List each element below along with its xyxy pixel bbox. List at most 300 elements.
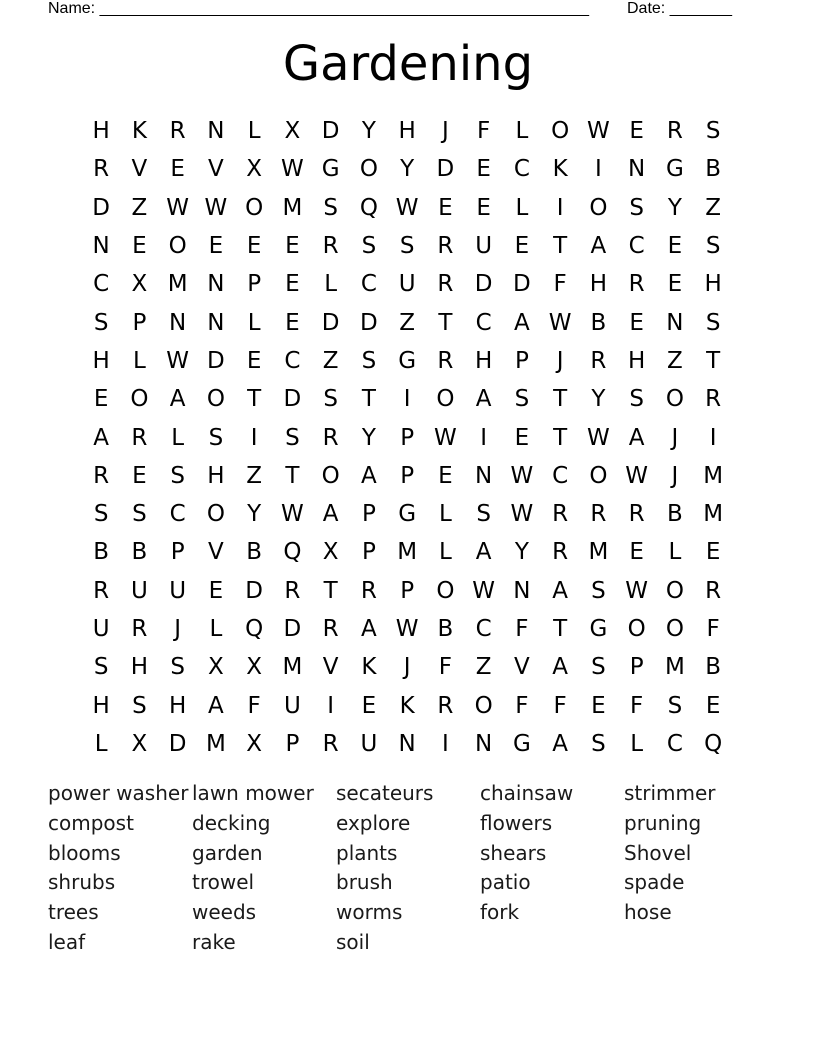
grid-letter: E — [705, 539, 721, 566]
word-bank-item: flowers — [480, 810, 553, 835]
grid-letter: C — [475, 309, 492, 336]
grid-letter: S — [285, 424, 300, 451]
word-bank-item: trees — [48, 900, 99, 925]
grid-letter: E — [285, 271, 300, 298]
grid-letter: P — [629, 654, 644, 681]
grid-letter: F — [553, 692, 567, 719]
grid-letter: C — [284, 347, 301, 374]
grid-letter: U — [92, 616, 110, 642]
grid-letter: S — [323, 194, 338, 221]
grid-letter: R — [628, 271, 645, 298]
grid-letter: U — [169, 577, 187, 604]
word-bank-item: shrubs — [48, 870, 116, 895]
grid-letter: W — [548, 309, 572, 336]
grid-letter: W — [281, 156, 304, 183]
grid-letter: B — [93, 539, 110, 566]
grid-letter: N — [628, 156, 646, 183]
grid-letter: O — [436, 386, 455, 413]
grid-letter: E — [514, 424, 530, 451]
grid-letter: A — [169, 386, 186, 413]
grid-letter: H — [92, 347, 110, 374]
word-bank-item: blooms — [48, 840, 121, 865]
grid-letter: P — [361, 539, 376, 566]
grid-letter: W — [166, 194, 189, 221]
grid-letter: H — [168, 692, 187, 719]
word-bank-item: patio — [480, 870, 531, 895]
grid-letter: E — [667, 271, 683, 298]
word-bank-item: leaf — [48, 929, 86, 954]
grid-letter: O — [665, 386, 684, 413]
grid-letter: R — [169, 118, 186, 145]
grid-letter: R — [590, 501, 607, 528]
grid-letter: R — [131, 424, 148, 451]
grid-letter: S — [514, 386, 530, 413]
grid-letter: W — [434, 424, 457, 451]
grid-letter: O — [321, 462, 340, 489]
grid-letter: W — [587, 424, 610, 451]
grid-letter: W — [625, 577, 648, 604]
word-bank-item: strimmer — [624, 781, 716, 805]
grid-letter: E — [705, 692, 721, 719]
grid-letter: G — [398, 347, 417, 374]
grid-letter: Z — [475, 654, 492, 681]
grid-letter: A — [514, 309, 530, 336]
grid-letter: R — [437, 233, 454, 260]
grid-letter: Y — [361, 424, 376, 451]
grid-letter: N — [92, 233, 110, 260]
grid-letter: E — [476, 156, 491, 183]
grid-letter: T — [361, 386, 376, 413]
grid-letter: M — [703, 462, 724, 489]
grid-letter: J — [174, 616, 182, 642]
grid-letter: J — [441, 118, 449, 145]
word-bank-item: plants — [336, 840, 398, 865]
grid-letter: U — [398, 271, 416, 298]
grid-letter: H — [130, 654, 149, 681]
grid-letter: L — [171, 424, 185, 451]
grid-letter: E — [438, 194, 453, 221]
grid-letter: L — [630, 730, 644, 757]
grid-letter: X — [131, 271, 148, 298]
grid-letter: I — [480, 424, 488, 451]
grid-letter: D — [168, 730, 187, 757]
grid-letter: O — [474, 692, 493, 719]
grid-letter: V — [322, 654, 339, 681]
grid-letter: U — [130, 577, 148, 604]
grid-letter: E — [246, 347, 262, 374]
grid-letter: O — [665, 577, 684, 604]
grid-letter: W — [395, 194, 419, 221]
grid-letter: S — [629, 194, 644, 221]
grid-letter: J — [556, 347, 564, 374]
grid-letter: H — [589, 271, 608, 298]
word-bank-item: worms — [336, 900, 403, 925]
grid-letter: H — [92, 118, 110, 145]
grid-letter: Q — [245, 616, 264, 642]
grid-letter: C — [360, 271, 377, 298]
grid-letter: R — [93, 156, 110, 183]
grid-letter: Y — [361, 118, 376, 145]
grid-letter: O — [436, 577, 455, 604]
grid-letter: C — [169, 501, 186, 528]
grid-letter: E — [629, 309, 644, 336]
grid-letter: M — [703, 501, 724, 528]
grid-letter: A — [628, 424, 645, 451]
grid-letter: S — [208, 424, 224, 451]
grid-letter: M — [167, 271, 188, 298]
grid-letter: T — [553, 233, 568, 260]
grid-letter: A — [475, 386, 492, 413]
grid-letter: R — [322, 424, 339, 451]
word-bank-item: lawn mower — [192, 781, 314, 805]
grid-letter: L — [209, 616, 223, 642]
grid-letter: O — [206, 501, 225, 528]
word-bank-item: soil — [336, 929, 370, 954]
grid-letter: S — [93, 654, 109, 681]
grid-letter: P — [132, 309, 147, 336]
grid-letter: S — [629, 386, 644, 413]
grid-letter: E — [438, 462, 453, 489]
grid-letter: V — [131, 156, 148, 183]
grid-letter: S — [361, 233, 377, 260]
grid-letter: H — [398, 118, 416, 145]
grid-letter: L — [438, 539, 452, 566]
grid-letter: W — [166, 347, 189, 374]
grid-letter: R — [437, 271, 454, 298]
grid-letter: F — [706, 616, 720, 642]
grid-letter: A — [552, 730, 568, 757]
grid-letter: D — [321, 309, 340, 336]
grid-letter: Y — [667, 194, 682, 221]
grid-letter: E — [629, 539, 644, 566]
grid-letter: N — [207, 271, 225, 298]
grid-letter: J — [671, 424, 679, 451]
grid-letter: B — [131, 539, 148, 566]
grid-letter: G — [665, 156, 684, 183]
grid-letter: F — [247, 692, 261, 719]
grid-letter: E — [591, 692, 606, 719]
grid-letter: T — [323, 577, 338, 604]
word-bank-item: compost — [48, 810, 134, 835]
grid-letter: V — [514, 654, 530, 681]
grid-letter: D — [92, 194, 110, 221]
grid-letter: A — [208, 692, 224, 719]
grid-letter: O — [551, 118, 570, 145]
grid-letter: L — [94, 730, 108, 757]
grid-letter: D — [474, 271, 493, 298]
grid-letter: A — [590, 233, 607, 260]
grid-letter: G — [321, 156, 340, 183]
grid-letter: B — [705, 156, 722, 183]
grid-letter: E — [514, 233, 530, 260]
grid-letter: R — [322, 616, 339, 642]
grid-letter: D — [283, 616, 302, 642]
word-bank-item: weeds — [192, 900, 257, 925]
letter-grid — [82, 112, 734, 763]
grid-letter: R — [93, 577, 110, 604]
grid-letter: Q — [359, 194, 378, 221]
grid-letter: R — [437, 692, 454, 719]
word-bank-item: pruning — [624, 810, 702, 835]
grid-letter: P — [361, 501, 376, 528]
grid-letter: M — [397, 539, 418, 566]
grid-letter: F — [630, 692, 644, 719]
grid-letter: E — [170, 156, 185, 183]
grid-letter: R — [552, 501, 569, 528]
word-bank-item: brush — [336, 870, 393, 895]
grid-letter: L — [247, 118, 261, 145]
grid-letter: A — [552, 654, 568, 681]
grid-letter: Z — [666, 347, 683, 374]
grid-letter: E — [93, 386, 109, 413]
grid-letter: Y — [514, 539, 529, 566]
grid-letter: N — [398, 730, 416, 757]
grid-letter: B — [590, 309, 607, 336]
grid-letter: Z — [131, 194, 148, 221]
grid-letter: F — [515, 616, 529, 642]
grid-letter: J — [671, 462, 679, 489]
grid-letter: W — [395, 616, 419, 642]
grid-letter: T — [438, 309, 453, 336]
grid-letter: S — [170, 462, 185, 489]
grid-letter: C — [628, 233, 645, 260]
grid-letter: W — [625, 462, 648, 489]
grid-letter: P — [400, 424, 415, 451]
grid-letter: H — [207, 462, 225, 489]
grid-letter: O — [245, 194, 264, 221]
grid-letter: E — [132, 233, 147, 260]
grid-letter: B — [246, 539, 263, 566]
grid-letter: O — [359, 156, 378, 183]
word-bank-item: secateurs — [336, 781, 434, 805]
grid-letter: U — [283, 692, 301, 719]
grid-letter: M — [205, 730, 226, 757]
word-bank-item: power washer — [48, 781, 189, 805]
grid-letter: M — [282, 194, 303, 221]
grid-letter: S — [399, 233, 415, 260]
grid-letter: L — [668, 539, 682, 566]
grid-letter: F — [553, 271, 567, 298]
grid-letter: S — [361, 347, 377, 374]
grid-letter: N — [207, 309, 225, 336]
grid-letter: I — [403, 386, 411, 413]
grid-letter: A — [475, 539, 492, 566]
grid-letter: D — [436, 156, 455, 183]
grid-letter: W — [510, 501, 534, 528]
word-bank-item: spade — [624, 870, 685, 895]
grid-letter: X — [246, 730, 262, 757]
grid-letter: X — [246, 654, 262, 681]
grid-letter: S — [93, 501, 109, 528]
grid-letter: S — [93, 309, 109, 336]
grid-letter: R — [284, 577, 301, 604]
grid-letter: S — [705, 118, 721, 145]
grid-letter: R — [666, 118, 683, 145]
grid-letter: Q — [704, 730, 723, 757]
grid-letter: D — [245, 577, 263, 604]
grid-letter: S — [132, 501, 147, 528]
grid-letter: H — [627, 347, 646, 374]
grid-letter: R — [131, 616, 148, 642]
grid-letter: S — [667, 692, 683, 719]
word-bank-item: garden — [192, 840, 263, 865]
grid-letter: L — [515, 194, 529, 221]
grid-letter: K — [552, 156, 568, 183]
grid-letter: O — [665, 616, 684, 642]
word-bank-item: fork — [480, 900, 520, 925]
grid-letter: T — [553, 616, 568, 642]
grid-letter: N — [169, 309, 187, 336]
grid-letter: R — [705, 386, 722, 413]
grid-letter: B — [666, 501, 683, 528]
grid-letter: F — [438, 654, 452, 681]
word-bank — [48, 779, 768, 958]
grid-letter: L — [132, 347, 146, 374]
grid-letter: U — [360, 730, 378, 757]
grid-letter: R — [628, 501, 645, 528]
grid-letter: O — [627, 616, 646, 642]
grid-letter: W — [510, 462, 534, 489]
grid-letter: T — [706, 347, 721, 374]
grid-letter: E — [285, 233, 300, 260]
grid-letter: Q — [283, 539, 302, 566]
grid-letter: H — [92, 692, 110, 719]
grid-letter: S — [591, 577, 606, 604]
grid-letter: P — [400, 462, 415, 489]
grid-letter: D — [360, 309, 378, 336]
word-bank-item: explore — [336, 810, 411, 835]
grid-letter: U — [475, 233, 493, 260]
grid-letter: J — [403, 654, 411, 681]
grid-letter: S — [323, 386, 338, 413]
word-bank-item: hose — [624, 900, 672, 925]
grid-letter: O — [130, 386, 149, 413]
grid-letter: L — [515, 118, 529, 145]
grid-letter: D — [513, 271, 531, 298]
grid-letter: S — [170, 654, 185, 681]
grid-letter: W — [281, 501, 304, 528]
grid-letter: H — [474, 347, 493, 374]
grid-letter: I — [250, 424, 258, 451]
grid-letter: C — [552, 462, 569, 489]
word-bank-item: shears — [480, 840, 547, 865]
grid-letter: G — [512, 730, 531, 757]
grid-letter: E — [208, 577, 224, 604]
grid-letter: X — [207, 654, 224, 681]
grid-letter: A — [361, 462, 377, 489]
grid-letter: C — [93, 271, 110, 298]
grid-letter: E — [667, 233, 683, 260]
grid-letter: R — [93, 462, 110, 489]
grid-letter: W — [472, 577, 495, 604]
grid-letter: Y — [400, 156, 415, 183]
grid-letter: C — [666, 730, 683, 757]
grid-letter: V — [208, 539, 224, 566]
grid-letter: B — [705, 654, 722, 681]
grid-letter: S — [591, 730, 606, 757]
grid-letter: A — [552, 577, 568, 604]
grid-letter: P — [514, 347, 529, 374]
grid-letter: Z — [399, 309, 415, 336]
grid-letter: S — [591, 654, 606, 681]
grid-letter: X — [322, 539, 339, 566]
grid-letter: W — [204, 194, 228, 221]
grid-letter: K — [399, 692, 415, 719]
grid-letter: O — [206, 386, 225, 413]
word-bank-item: chainsaw — [480, 781, 574, 805]
grid-letter: L — [247, 309, 261, 336]
grid-letter: A — [322, 501, 339, 528]
grid-letter: K — [131, 118, 147, 145]
word-bank-item: Shovel — [624, 840, 692, 865]
grid-letter: C — [513, 156, 530, 183]
grid-letter: R — [322, 730, 339, 757]
grid-letter: N — [666, 309, 684, 336]
grid-letter: W — [587, 118, 610, 145]
grid-letter: K — [361, 654, 377, 681]
grid-letter: O — [168, 233, 187, 260]
grid-letter: A — [361, 616, 377, 642]
grid-letter: H — [704, 271, 722, 298]
grid-letter: E — [361, 692, 377, 719]
grid-letter: Z — [705, 194, 721, 221]
grid-letter: S — [476, 501, 491, 528]
grid-letter: G — [589, 616, 608, 642]
grid-letter: E — [132, 462, 147, 489]
grid-letter: M — [588, 539, 609, 566]
grid-letter: G — [398, 501, 417, 528]
grid-letter: I — [441, 730, 449, 757]
grid-letter: T — [247, 386, 262, 413]
grid-letter: N — [207, 118, 225, 145]
grid-letter: D — [321, 118, 340, 145]
grid-letter: L — [438, 501, 452, 528]
grid-letter: E — [246, 233, 262, 260]
date-field: Date: _______ — [627, 0, 732, 17]
grid-letter: I — [556, 194, 564, 221]
grid-letter: O — [589, 194, 608, 221]
grid-letter: I — [327, 692, 335, 719]
grid-letter: E — [629, 118, 644, 145]
grid-letter: S — [132, 692, 147, 719]
grid-letter: R — [322, 233, 339, 260]
grid-letter: P — [170, 539, 185, 566]
grid-letter: E — [476, 194, 491, 221]
grid-letter: R — [705, 577, 722, 604]
grid-letter: M — [664, 654, 685, 681]
grid-letter: P — [285, 730, 300, 757]
grid-letter: S — [705, 233, 721, 260]
grid-letter: I — [709, 424, 717, 451]
grid-letter: Z — [322, 347, 339, 374]
grid-letter: R — [437, 347, 454, 374]
grid-letter: T — [553, 424, 568, 451]
grid-letter: R — [360, 577, 377, 604]
grid-letter: L — [324, 271, 338, 298]
grid-letter: R — [590, 347, 607, 374]
grid-letter: D — [283, 386, 302, 413]
grid-letter: Y — [247, 501, 262, 528]
grid-letter: V — [208, 156, 224, 183]
grid-letter: S — [705, 309, 721, 336]
word-bank-item: decking — [192, 810, 271, 835]
word-bank-item: trowel — [192, 870, 255, 895]
grid-letter: X — [284, 118, 301, 145]
word-bank-item: rake — [192, 929, 236, 954]
grid-letter: P — [400, 577, 415, 604]
grid-letter: R — [552, 539, 569, 566]
grid-letter: B — [437, 616, 454, 642]
